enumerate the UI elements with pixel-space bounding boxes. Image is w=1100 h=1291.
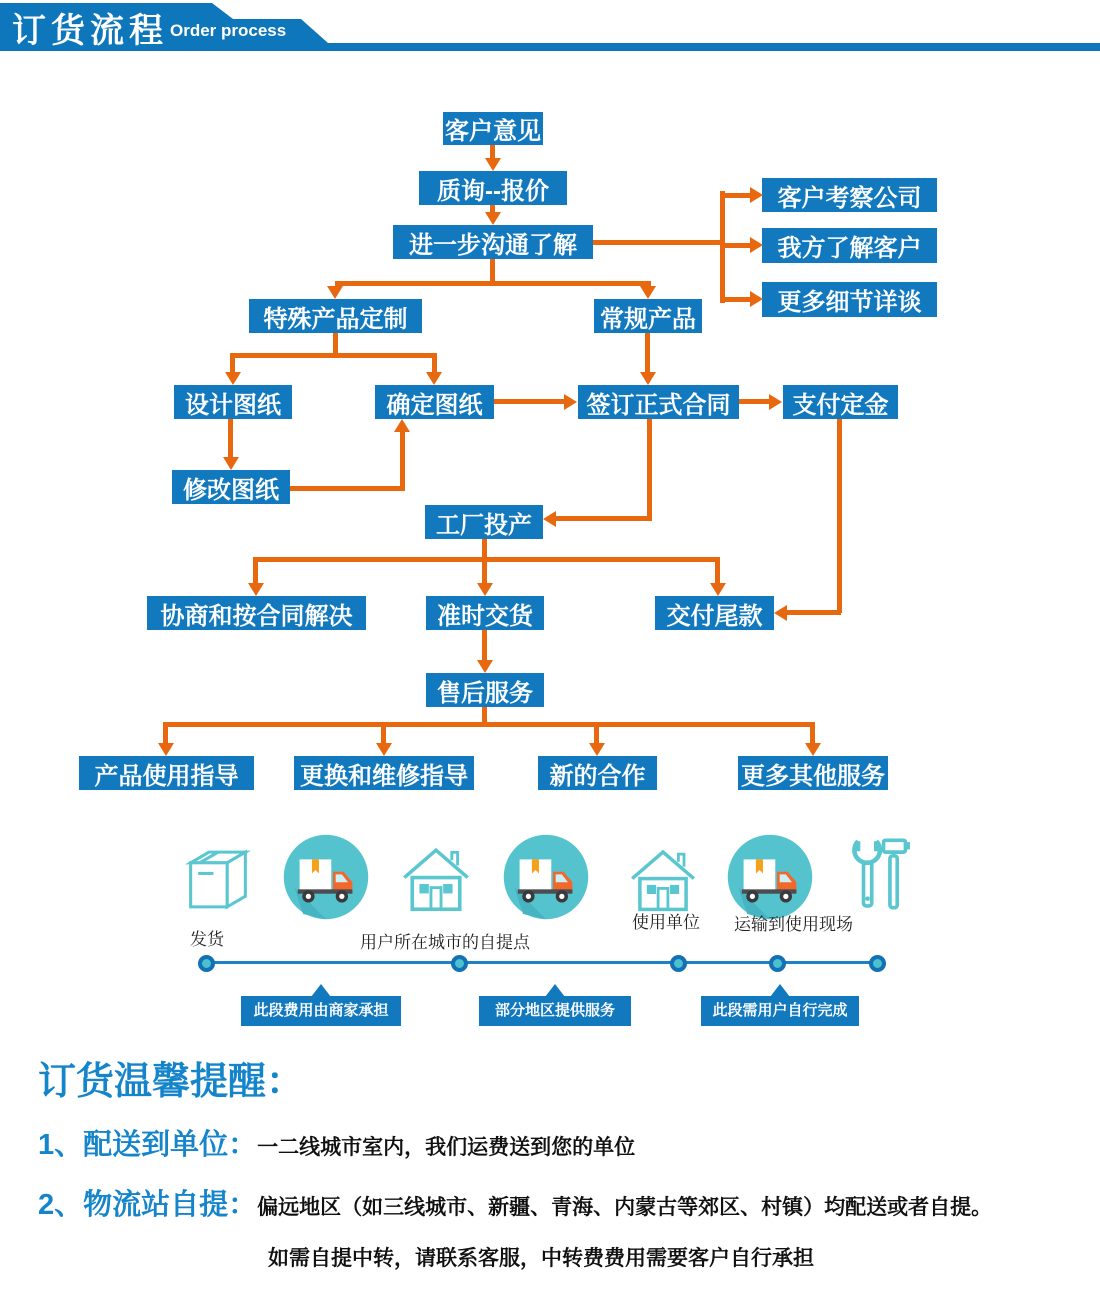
notice-item-2-text: 偏远地区（如三线城市、新疆、青海、内蒙古等郊区、村镇）均配送或者自提。: [257, 1196, 993, 1219]
flow-arrow: [485, 212, 501, 225]
tools-icon: [845, 833, 913, 915]
flow-connector: [494, 399, 564, 404]
flow-arrow: [589, 743, 605, 756]
flow-node-special-product-custom: 特殊产品定制: [249, 299, 422, 333]
flow-node-new-cooperation: 新的合作: [538, 756, 657, 790]
timeline-dot: [869, 955, 886, 972]
flow-connector: [810, 722, 815, 744]
stage-label-transport-to-site: 运输到使用现场: [734, 915, 853, 934]
flow-node-customer-visit-company: 客户考察公司: [762, 178, 937, 212]
flow-node-we-understand-customer: 我方了解客户: [762, 228, 937, 263]
flow-connector: [593, 240, 724, 245]
flow-node-regular-product: 常规产品: [594, 299, 702, 333]
delivery-truck-icon: [726, 833, 814, 921]
timeline-dot: [198, 955, 215, 972]
notice-item-2-label: 2、物流站自提：: [38, 1189, 258, 1221]
flow-arrow: [564, 394, 577, 410]
flow-arrow: [640, 372, 656, 385]
flow-arrow: [774, 605, 787, 621]
flow-node-on-time-delivery: 准时交货: [426, 596, 544, 630]
delivery-truck-icon: [282, 833, 370, 921]
page-title: 订货流程: [12, 12, 168, 50]
flow-arrow: [769, 394, 782, 410]
notice-item-1-label: 1、配送到单位：: [38, 1129, 258, 1161]
flow-node-modify-drawing: 修改图纸: [172, 470, 290, 504]
flow-arrow: [327, 286, 343, 299]
notice-item-2: [38, 1182, 992, 1223]
flow-connector: [482, 539, 487, 559]
flow-arrow: [426, 372, 442, 385]
flow-arrow: [225, 372, 241, 385]
flow-connector: [163, 722, 168, 744]
flow-arrow: [485, 158, 501, 171]
flow-connector: [722, 243, 752, 248]
notice-item-1-text: 一二线城市室内，我们运费送到您的单位: [257, 1136, 636, 1159]
flow-node-replacement-repair-guidance: 更换和维修指导: [294, 756, 474, 790]
flow-node-pay-balance: 交付尾款: [655, 596, 774, 630]
flow-node-confirm-drawing: 确定图纸: [375, 385, 494, 419]
flow-arrow: [158, 743, 174, 756]
flow-connector: [482, 630, 487, 661]
flow-node-inquiry-quote: 质询--报价: [419, 171, 567, 205]
flow-connector: [647, 419, 652, 521]
flow-arrow: [223, 457, 239, 470]
flow-connector: [482, 557, 487, 584]
flow-arrow: [750, 237, 763, 253]
flow-node-negotiate-per-contract: 协商和按合同解决: [147, 596, 366, 630]
flow-node-sign-formal-contract: 签订正式合同: [578, 385, 739, 419]
flow-node-more-details-discussion: 更多细节详谈: [762, 282, 937, 317]
flow-connector: [230, 353, 235, 374]
package-icon: [180, 840, 256, 916]
flow-arrow: [477, 583, 493, 596]
page-subtitle: Order process: [170, 21, 287, 40]
flow-arrow: [750, 187, 763, 203]
flow-node-customer-feedback: 客户意见: [443, 112, 543, 145]
flow-node-further-communication: 进一步沟通了解: [393, 225, 593, 259]
flow-arrow: [248, 583, 264, 596]
flow-arrow: [376, 743, 392, 756]
timeline-tag-partial-service: 部分地区提供服务: [479, 996, 631, 1026]
timeline-tag-seller-pays: 此段费用由商家承担: [241, 996, 401, 1026]
flow-arrow: [750, 291, 763, 307]
timeline-dot: [769, 955, 786, 972]
flow-connector: [381, 722, 386, 744]
flow-node-product-usage-guidance: 产品使用指导: [79, 756, 254, 790]
stage-label-using-unit: 使用单位: [632, 913, 700, 932]
flow-connector: [722, 297, 752, 302]
flow-arrow: [710, 583, 726, 596]
flow-connector: [432, 353, 437, 374]
flow-node-pay-deposit: 支付定金: [783, 385, 898, 419]
flow-connector: [231, 353, 437, 358]
house-icon: [400, 843, 472, 915]
stage-label-ship-out: 发货: [190, 930, 224, 949]
flow-arrow: [640, 286, 656, 299]
flow-connector: [228, 419, 233, 458]
flow-connector: [290, 486, 405, 491]
flow-connector: [335, 281, 651, 286]
delivery-truck-icon: [502, 833, 590, 921]
timeline-dot: [670, 955, 687, 972]
flow-arrow: [477, 660, 493, 673]
flow-connector: [739, 399, 769, 404]
notice-item-3: [268, 1242, 814, 1272]
flow-connector: [837, 419, 842, 613]
notice-item-3-text: 如需自提中转，请联系客服，中转费费用需要客户自行承担: [268, 1247, 814, 1270]
flow-connector: [594, 722, 599, 744]
flow-connector: [645, 333, 650, 373]
notice-title: 订货温馨提醒：: [38, 1061, 305, 1103]
flow-node-factory-production: 工厂投产: [425, 505, 543, 539]
house-icon: [628, 845, 698, 915]
stage-label-city-pickup-point: 用户所在城市的自提点: [360, 933, 530, 952]
flow-connector: [556, 516, 652, 521]
flow-connector: [254, 557, 720, 562]
flow-connector: [400, 430, 405, 488]
flow-connector: [715, 557, 720, 584]
flow-node-design-drawing: 设计图纸: [174, 385, 292, 419]
flow-connector: [253, 557, 258, 584]
flow-node-more-other-services: 更多其他服务: [738, 756, 888, 790]
notice-item-1: [38, 1122, 635, 1163]
timeline-dot: [451, 955, 468, 972]
flow-arrow: [543, 511, 556, 527]
timeline-tag-user-completes: 此段需用户自行完成: [701, 996, 859, 1026]
flow-node-after-sales-service: 售后服务: [426, 673, 544, 707]
flow-connector: [787, 610, 841, 615]
flow-arrow: [805, 743, 821, 756]
flow-arrow: [394, 419, 410, 432]
flow-connector: [164, 722, 815, 727]
flow-connector: [722, 193, 752, 198]
